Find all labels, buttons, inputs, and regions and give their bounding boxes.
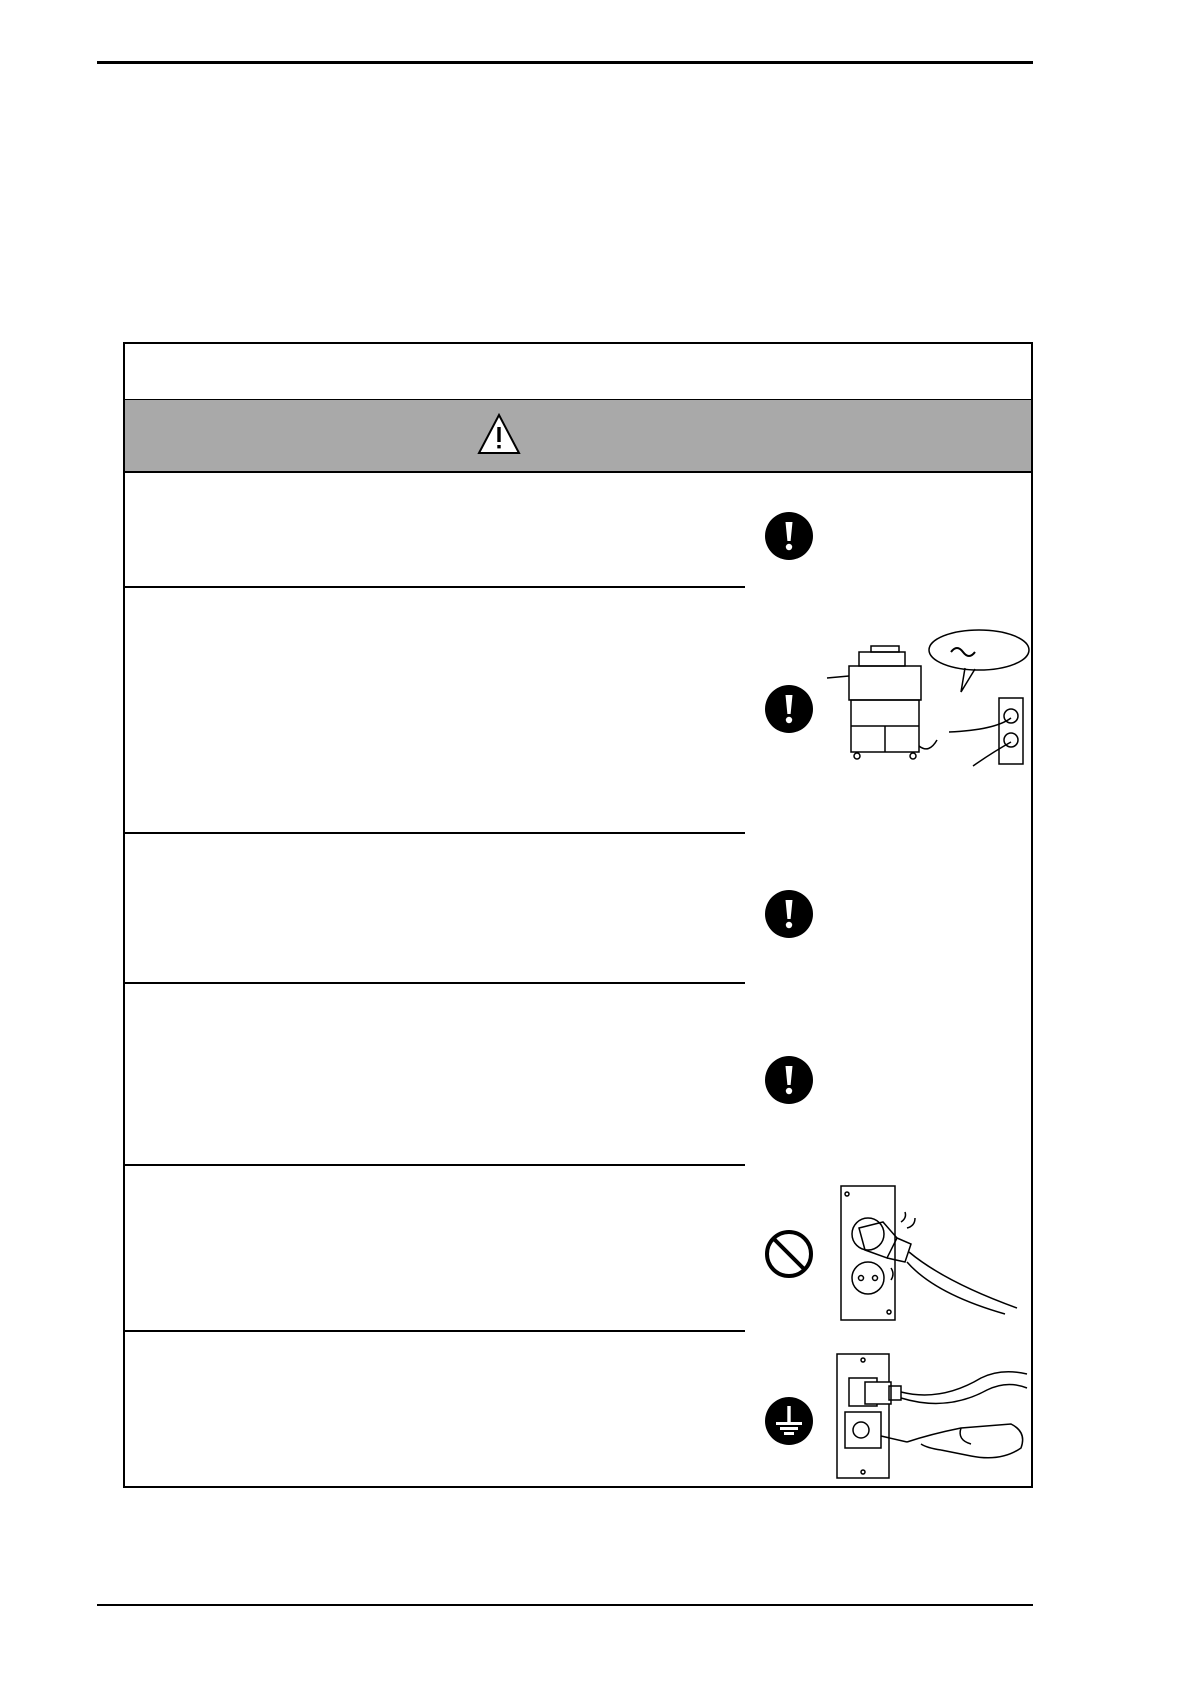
mandatory-icon <box>764 684 814 734</box>
mandatory-icon <box>764 1055 814 1105</box>
prohibited-icon <box>764 1229 814 1279</box>
footer-rule <box>97 1604 1033 1606</box>
safety-item-5 <box>125 1166 1031 1330</box>
safety-item-6 <box>125 1332 1031 1486</box>
mandatory-icon <box>764 511 814 561</box>
mandatory-icon <box>764 889 814 939</box>
safety-panel <box>123 342 1033 1488</box>
header-rule <box>97 61 1033 64</box>
ground-wire-connection-illustration <box>831 1352 1029 1480</box>
safety-item-4 <box>125 984 1031 1164</box>
plug-in-outlet-illustration <box>835 1182 1025 1328</box>
safety-item-2 <box>125 588 1031 832</box>
safety-item-1 <box>125 473 1031 586</box>
panel-title <box>125 344 1031 400</box>
copier-power-outlet-illustration <box>825 628 1031 768</box>
warning-band <box>125 400 1031 473</box>
warning-triangle-icon <box>477 413 521 455</box>
safety-item-3 <box>125 834 1031 982</box>
ground-icon <box>764 1396 814 1446</box>
